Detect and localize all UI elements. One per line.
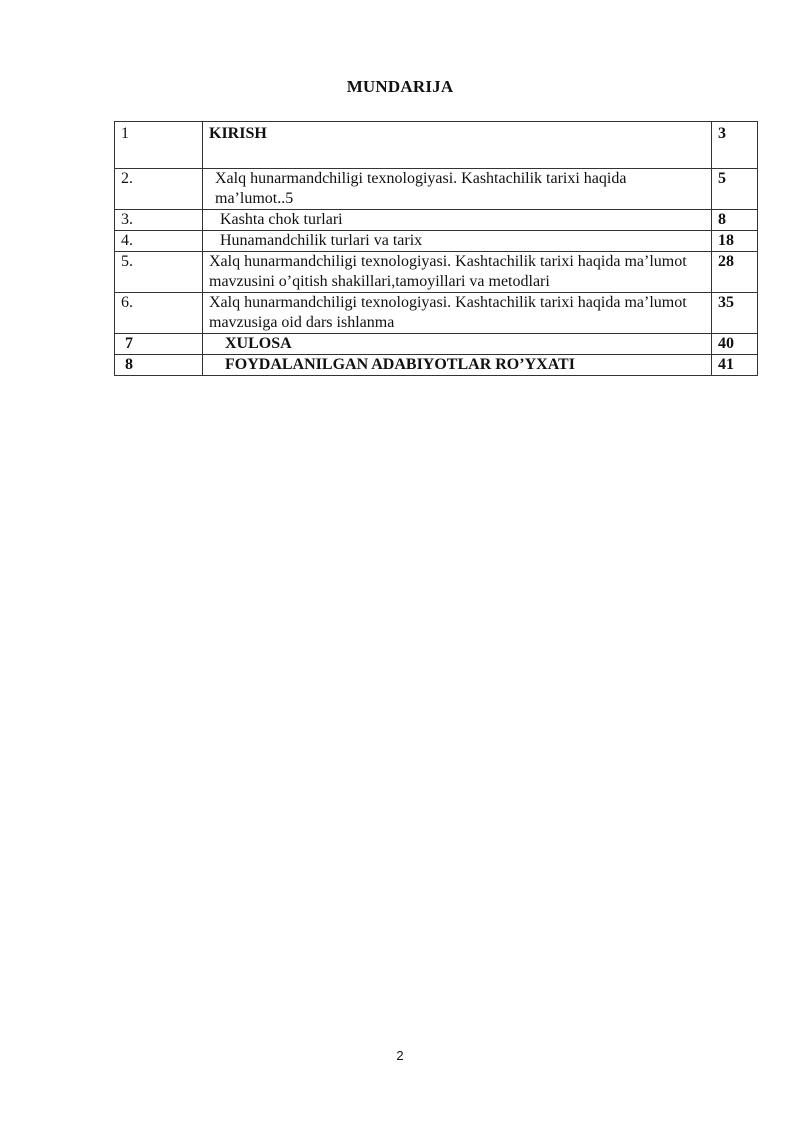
table-row xyxy=(115,355,758,376)
row-page: 28 xyxy=(712,252,758,293)
page-number: 2 xyxy=(396,1048,404,1063)
table-row xyxy=(115,334,758,355)
row-number: 5. xyxy=(115,252,203,293)
row-page: 40 xyxy=(712,334,758,355)
row-number: 2. xyxy=(115,169,203,210)
row-title: XULOSA xyxy=(203,334,712,355)
row-title: Xalq hunarmandchiligi texnologiyasi. Kashtachilik tarixi haqida ma’lumot..5 xyxy=(203,169,712,210)
row-page: 18 xyxy=(712,231,758,252)
row-number: 8 xyxy=(115,355,203,376)
row-number: 1 xyxy=(115,122,203,169)
row-page: 5 xyxy=(712,169,758,210)
row-title: Xalq hunarmandchiligi texnologiyasi. Kashtachilik tarixi haqida ma’lumot mavzusiga oid dars ishlanma xyxy=(203,293,712,334)
row-title: FOYDALANILGAN ADABIYOTLAR RO’YXATI xyxy=(203,355,712,376)
page-title: MUNDARIJA xyxy=(346,77,454,96)
table-row xyxy=(115,122,758,169)
row-number: 3. xyxy=(115,210,203,231)
table-row xyxy=(115,169,758,210)
table-row xyxy=(115,231,758,252)
row-number: 6. xyxy=(115,293,203,334)
row-number: 7 xyxy=(115,334,203,355)
row-title: KIRISH xyxy=(203,122,712,169)
row-page: 41 xyxy=(712,355,758,376)
table-row xyxy=(115,293,758,334)
row-title: Kashta chok turlari xyxy=(203,210,712,231)
table-of-contents xyxy=(114,121,758,376)
row-title: Hunamandchilik turlari va tarix xyxy=(203,231,712,252)
row-page: 8 xyxy=(712,210,758,231)
table-row xyxy=(115,210,758,231)
table-row xyxy=(115,252,758,293)
row-title: Xalq hunarmandchiligi texnologiyasi. Kashtachilik tarixi haqida ma’lumot mavzusini o’qitish shakillari,tamoyillari va metodlari xyxy=(203,252,712,293)
row-page: 35 xyxy=(712,293,758,334)
row-page: 3 xyxy=(712,122,758,169)
row-number: 4. xyxy=(115,231,203,252)
